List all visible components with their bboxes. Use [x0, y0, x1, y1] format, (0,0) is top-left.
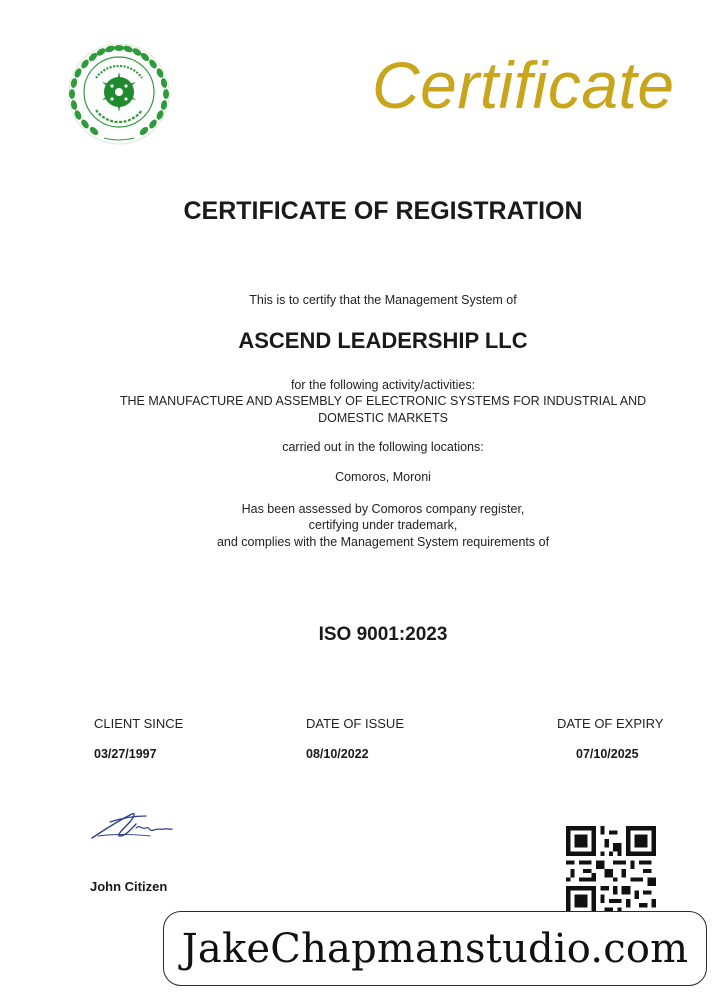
signatory-name: John Citizen	[90, 879, 168, 894]
date-of-issue-value: 08/10/2022	[306, 747, 369, 761]
locations-intro-text: carried out in the following locations:	[282, 440, 484, 454]
activities-block	[0, 377, 720, 426]
client-since-value: 03/27/1997	[94, 747, 157, 761]
activity-intro-text: for the following activity/activities:	[290, 378, 476, 392]
location-text: Comoros, Moroni	[335, 470, 431, 484]
company-name: ASCEND LEADERSHIP LLC	[238, 328, 528, 353]
certificate-brand-heading: Certificate	[372, 48, 675, 122]
assessment-line-2: certifying under trademark,	[308, 518, 458, 533]
handwritten-signature	[90, 806, 174, 846]
watermark-banner: JakeChapmanstudio.com	[163, 911, 707, 986]
date-of-expiry-label: DATE OF EXPIRY	[557, 716, 664, 731]
date-of-expiry-value: 07/10/2025	[576, 747, 639, 761]
assessment-line-1: Has been assessed by Comoros company register,	[241, 502, 525, 516]
iso-standard: ISO 9001:2023	[318, 624, 448, 645]
certificate-title: CERTIFICATE OF REGISTRATION	[183, 197, 583, 225]
date-of-issue-label: DATE OF ISSUE	[306, 716, 404, 731]
assessment-statement	[0, 501, 720, 550]
qr-code[interactable]	[566, 826, 656, 916]
certify-intro-text: This is to certify that the Management System of	[249, 293, 517, 307]
activity-description-line-2: DOMESTIC MARKETS	[318, 410, 448, 425]
comoros-seal-logo	[66, 42, 172, 146]
assessment-line-3: and complies with the Management System requirements of	[216, 534, 550, 549]
activity-description-line-1: THE MANUFACTURE AND ASSEMBLY OF ELECTRONIC SYSTEMS FOR INDUSTRIAL AND	[119, 394, 647, 409]
client-since-label: CLIENT SINCE	[94, 716, 184, 731]
